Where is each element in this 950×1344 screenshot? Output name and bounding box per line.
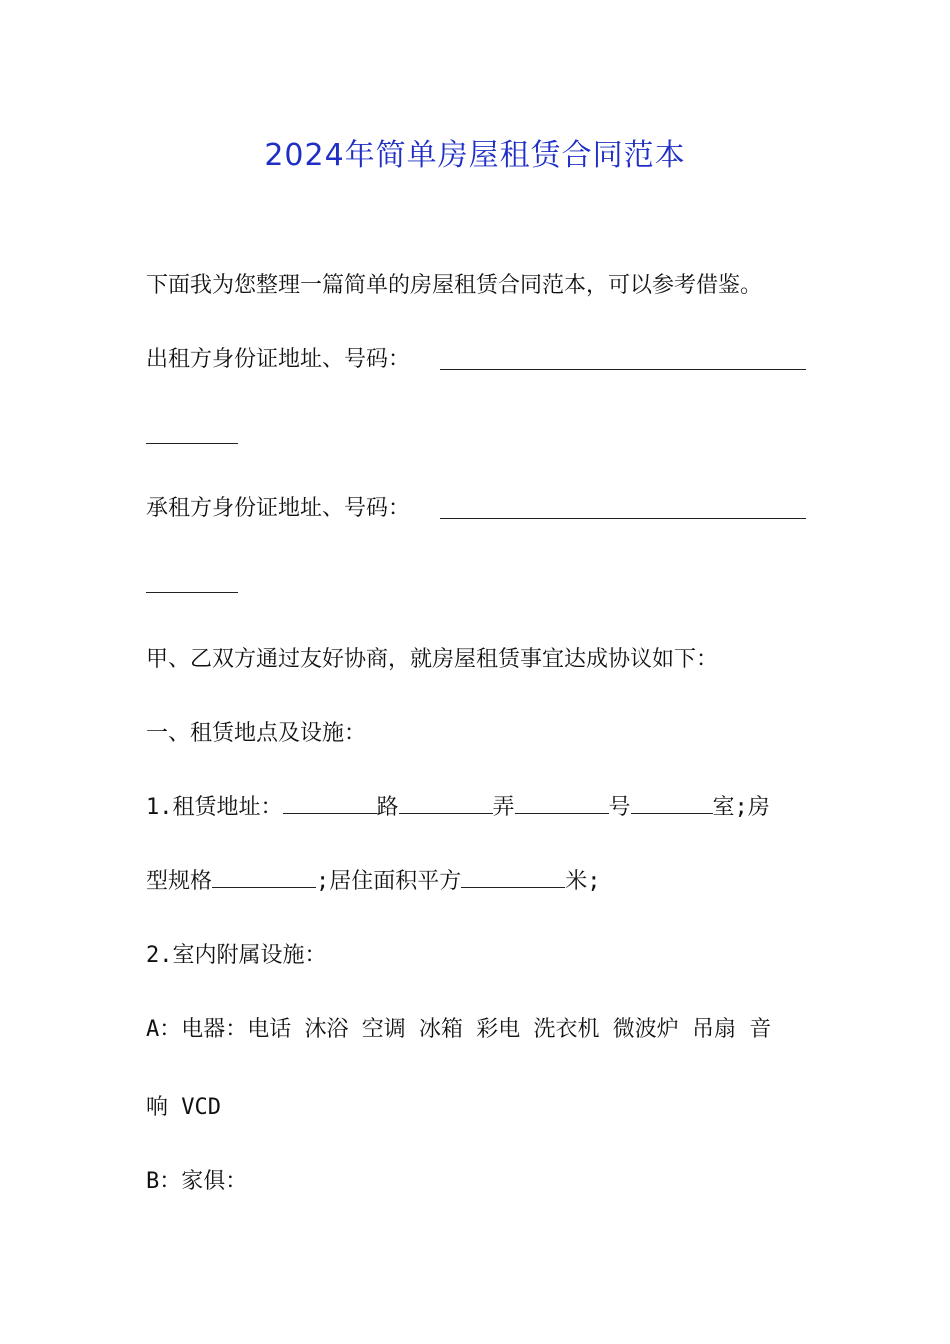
type-label: 型规格 [146, 869, 213, 894]
area-unit: 米; [565, 869, 601, 894]
lessee-id-label: 承租方身份证地址、号码： [146, 496, 411, 521]
room-blank [631, 795, 713, 814]
document-title: 2024年简单房屋租赁合同范本 [264, 138, 686, 173]
lessor-id-blank [440, 369, 806, 370]
furniture-label: B：家俱： [146, 1169, 248, 1194]
room-text: 室;房 [712, 795, 770, 820]
address-label: 1.租赁地址： [146, 795, 283, 820]
road-blank [283, 795, 377, 814]
appliances-line-1: A：电器：电话 沐浴 空调 冰箱 彩电 洗衣机 微波炉 吊扇 音 [146, 1017, 772, 1042]
number-text: 号 [608, 795, 631, 820]
type-blank [212, 869, 316, 888]
road-text: 路 [376, 795, 399, 820]
lessor-id-label: 出租方身份证地址、号码： [146, 347, 411, 372]
agreement-intro: 甲、乙双方通过友好协商，就房屋租赁事宜达成协议如下： [146, 647, 719, 672]
intro-paragraph: 下面我为您整理一篇简单的房屋租赁合同范本，可以参考借鉴。 [146, 273, 763, 298]
appliances-line-2: 响 VCD [146, 1095, 221, 1120]
area-label: ;居住面积平方 [316, 869, 462, 894]
lessee-id-blank [440, 518, 806, 519]
section-1-heading: 一、租赁地点及设施： [146, 721, 367, 746]
area-blank [461, 869, 565, 888]
item-1-address-line [146, 793, 770, 823]
lessor-id-blank-continued [146, 443, 238, 444]
number-blank [515, 795, 609, 814]
item-1-type-line [146, 867, 601, 897]
lane-blank [399, 795, 493, 814]
item-2-heading: 2.室内附属设施： [146, 943, 327, 968]
lane-text: 弄 [492, 795, 515, 820]
lessee-id-blank-continued [146, 592, 238, 593]
